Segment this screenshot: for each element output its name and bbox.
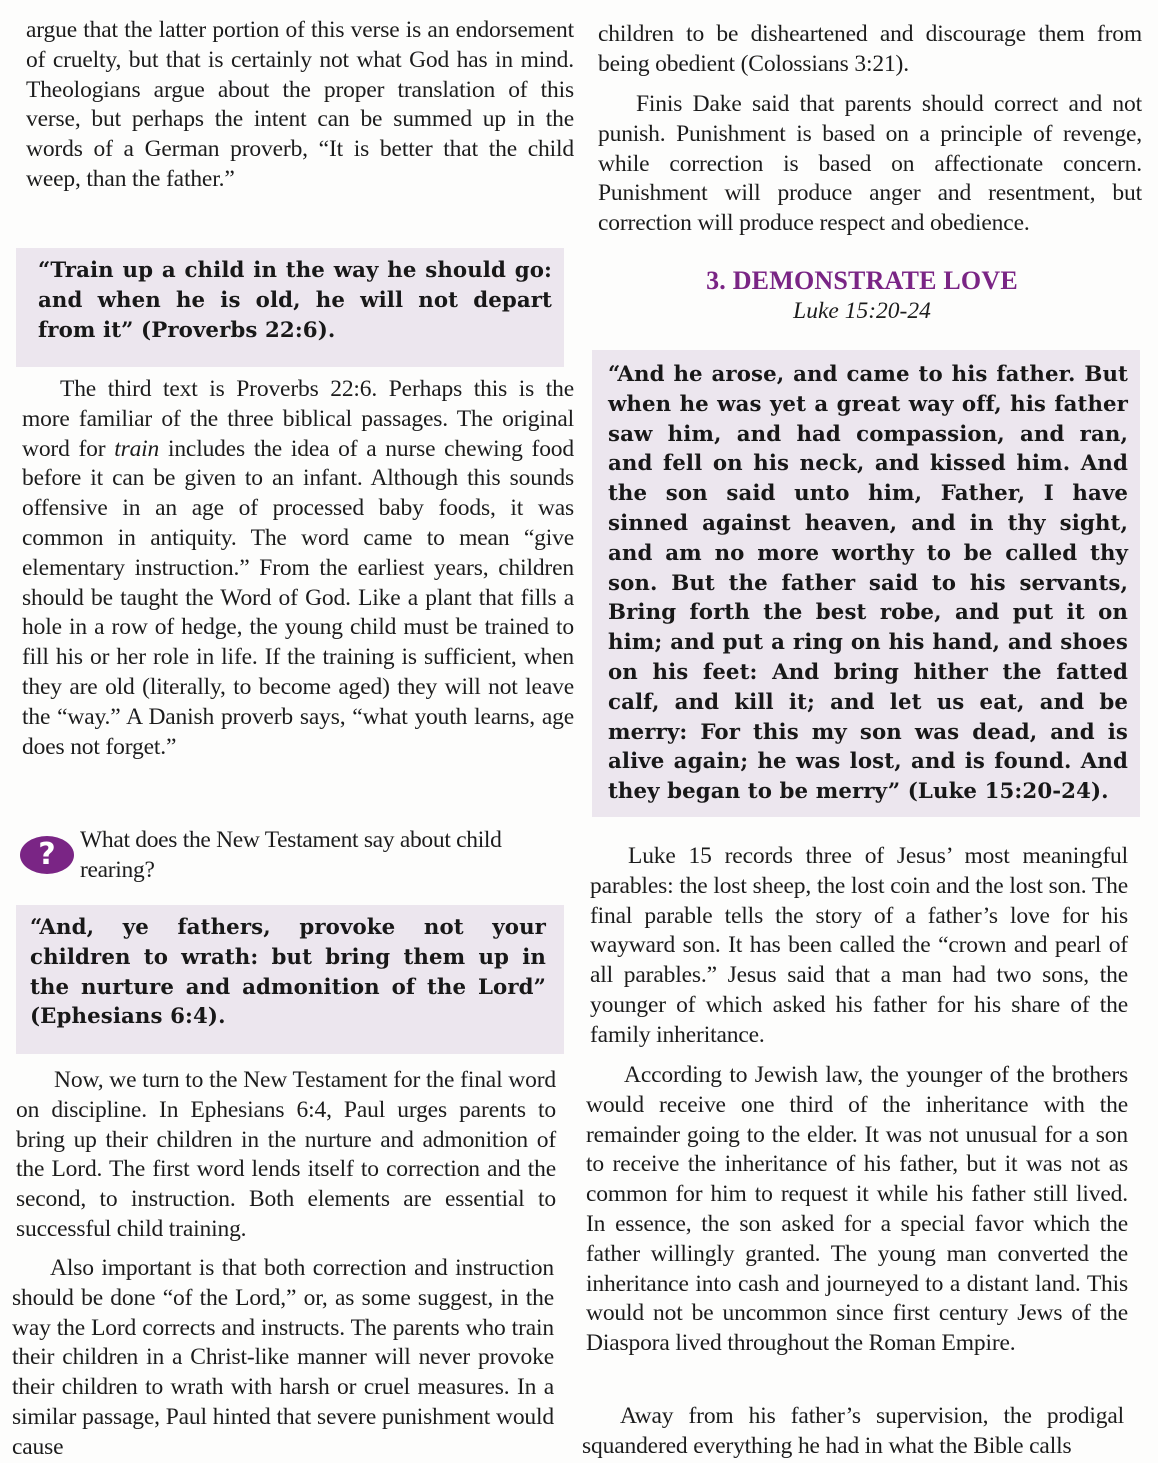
- left-paragraph-1: argue that the latter portion of this verse is an endorsement of cruelty, but that is certainly not what God has in mind. Theologians argue about the proper translation of this verse, but perhaps the intent can be summed up in the words of a German proverb, “It is better that the child weep, than the father.”: [26, 17, 574, 192]
- right-paragraph-5: Away from his father’s supervision, the prodigal squandered everything he had in what the Bible calls: [582, 1403, 1124, 1459]
- section-heading: 3. DEMONSTRATE LOVE: [706, 266, 1018, 295]
- question-text: What does the New Testament say about child rearing?: [80, 827, 502, 883]
- right-paragraph-2: Finis Dake said that parents should correct and not punish. Punishment is based on a principle of revenge, while correction is based on affectionate concern. Punishment will produce anger and resentment, but correction will produce respect and obedience.: [598, 91, 1142, 237]
- pull-quote-ephesians-text: “And, ye fathers, provoke not your children to wrath: but bring them up in the nurture and admonition of the Lord” (Ephesians 6:4).: [30, 915, 546, 1030]
- question-mark-icon: ?: [20, 836, 74, 874]
- left-paragraph-2-start: The third text is Proverbs 22:6. Perhaps this is the more familiar of the three biblical passages. The original word for: [22, 376, 574, 462]
- pull-quote-ephesians: [16, 905, 564, 1054]
- pull-quote-proverbs-text: “Train up a child in the way he should go: and when he is old, he will not depart from it” (Proverbs 22:6).: [38, 258, 552, 343]
- left-paragraph-4: Also important is that both correction and instruction should be done “of the Lord,” or, as some suggest, in the way the Lord corrects and instructs. The parents who train their children in a Christ-like manner will never provoke their children to wrath with harsh or cruel measures. In a similar passage, Paul hinted that severe punishment would cause: [12, 1255, 554, 1460]
- right-paragraph-3: Luke 15 records three of Jesus’ most meaningful parables: the lost sheep, the lost coin and the lost son. The final parable tells the story of a father’s love for his wayward son. It has been called the “crown and pearl of all parables.” Jesus said that a man had two sons, the younger of which asked his father for his share of the family inheritance.: [590, 843, 1128, 1048]
- left-paragraph-2-end: includes the idea of a nurse chewing food before it can be given to an infant. Although this sounds offensive in an age of processed baby foods, it was common in antiquity. The word came to mean “give elementary instruction.” From the earliest years, children should be taught the Word of God. Like a plant that fills a hole in a row of hedge, the young child must be trained to fill his or her role in life. If the training is sufficient, when they are old (literally, to become aged) they will not leave the “way.” A Danish proverb says, “what youth learns, age does not forget.”: [22, 435, 574, 760]
- question-callout: [18, 826, 568, 886]
- right-paragraph-1: children to be disheartened and discourage them from being obedient (Colossians 3:21).: [598, 21, 1142, 77]
- pull-quote-luke-text: “And he arose, and came to his father. But when he was yet a great way off, his father saw him, and had compassion, and ran, and fell on his neck, and kissed him. And the son said unto him, Father, I have sinned against heaven, and in thy sight, and am no more worthy to be called thy son. But the father said to his servants, Bring forth the best robe, and put it on him; and put a ring on his hand, and shoes on his feet: And bring hither the fatted calf, and kill it; and let us eat, and be merry: For this my son was dead, and is alive again; he was lost, and is found. And they began to be merry” (Luke 15:20-24).: [608, 362, 1128, 805]
- section-heading-block: [582, 266, 1142, 326]
- left-paragraph-2-emphasis: train: [114, 435, 160, 462]
- pull-quote-luke: [592, 350, 1140, 817]
- left-paragraph-2: [22, 375, 574, 762]
- left-paragraph-3: Now, we turn to the New Testament for the final word on discipline. In Ephesians 6:4, Paul urges parents to bring up their children in the nurture and admonition of the Lord. The first word lends itself to correction and the second, to instruction. Both elements are essential to successful child training.: [16, 1067, 556, 1242]
- right-paragraph-4: According to Jewish law, the younger of the brothers would receive one third of the inheritance with the remainder going to the elder. It was not unusual for a son to receive the inheritance of his father, but it was not as common for him to request it while his father still lived. In essence, the son asked for a special favor which the father willingly granted. The young man converted the inheritance into cash and journeyed to a distant land. This would not be uncommon since first century Jews of the Diaspora lived throughout the Roman Empire.: [586, 1062, 1128, 1357]
- section-subheading: Luke 15:20-24: [793, 298, 931, 324]
- pull-quote-proverbs: [16, 248, 564, 367]
